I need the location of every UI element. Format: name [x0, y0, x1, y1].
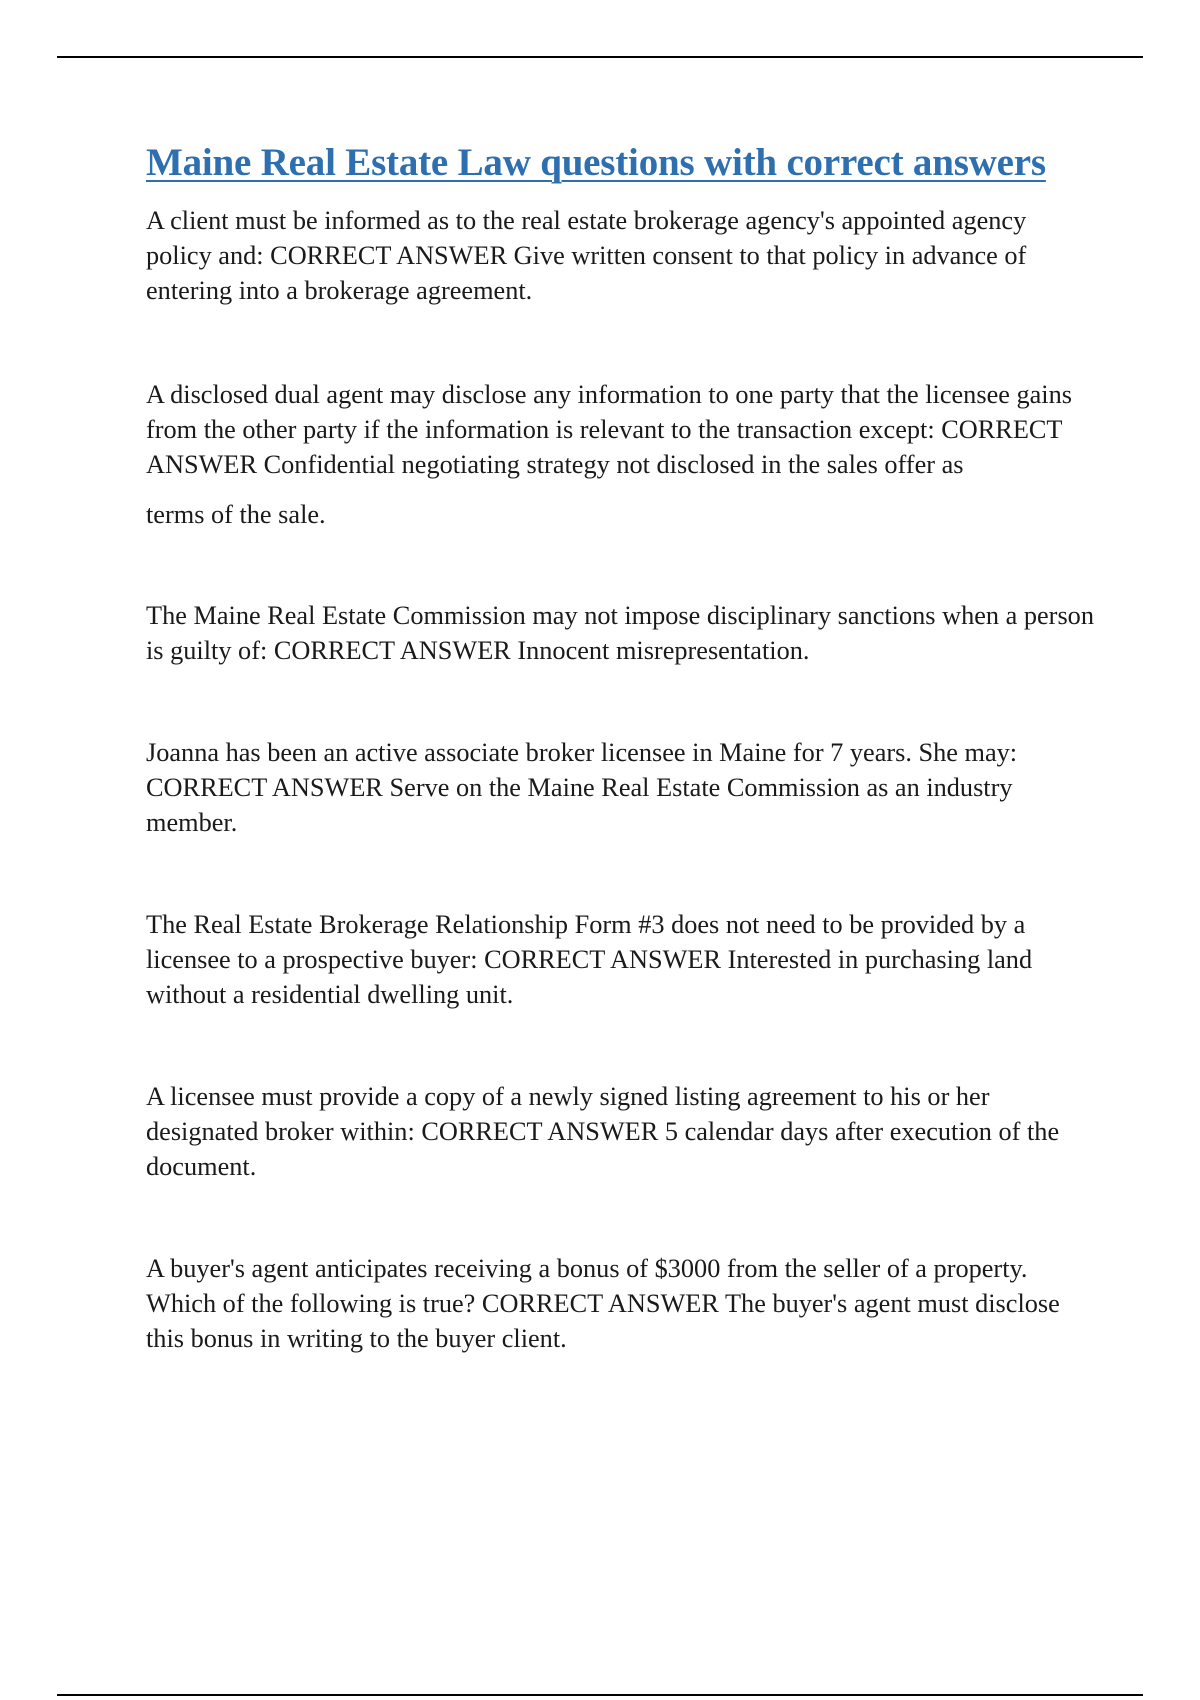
qa-item-2-continuation: terms of the sale.: [146, 499, 326, 529]
top-rule: [57, 56, 1143, 58]
qa-item-4: Joanna has been an active associate broker licensee in Maine for 7 years. She may: CORRECT ANSWER Serve on the Maine Real Estate Commission as an industry member.: [146, 737, 1018, 837]
qa-item-2: A disclosed dual agent may disclose any information to one party that the licensee gains from the other party if the information is relevant to the transaction except: CORRECT ANSWER Confidential negotiating strategy not disclosed in the sales offer as: [146, 379, 1072, 479]
document-title: Maine Real Estate Law questions with correct answers: [146, 141, 1046, 184]
qa-item-1: A client must be informed as to the real estate brokerage agency's appointed agency policy and: CORRECT ANSWER Give written consent to that policy in advance of entering into a brokerage agreement.: [146, 205, 1027, 305]
qa-item-5: The Real Estate Brokerage Relationship Form #3 does not need to be provided by a licensee to a prospective buyer: CORRECT ANSWER Interested in purchasing land without a residential dwelling unit.: [146, 909, 1033, 1009]
qa-item-3: The Maine Real Estate Commission may not impose disciplinary sanctions when a person is guilty of: CORRECT ANSWER Innocent misrepresentation.: [146, 600, 1094, 665]
bottom-rule: [57, 1694, 1143, 1696]
document-body: [146, 140, 1096, 1356]
qa-item-7: A buyer's agent anticipates receiving a bonus of $3000 from the seller of a property. Which of the following is true? CORRECT ANSWER The buyer's agent must disclose this bonus in writing to the buyer client.: [146, 1253, 1060, 1353]
qa-item-6: A licensee must provide a copy of a newly signed listing agreement to his or her designated broker within: CORRECT ANSWER 5 calendar days after execution of the document.: [146, 1081, 1060, 1181]
